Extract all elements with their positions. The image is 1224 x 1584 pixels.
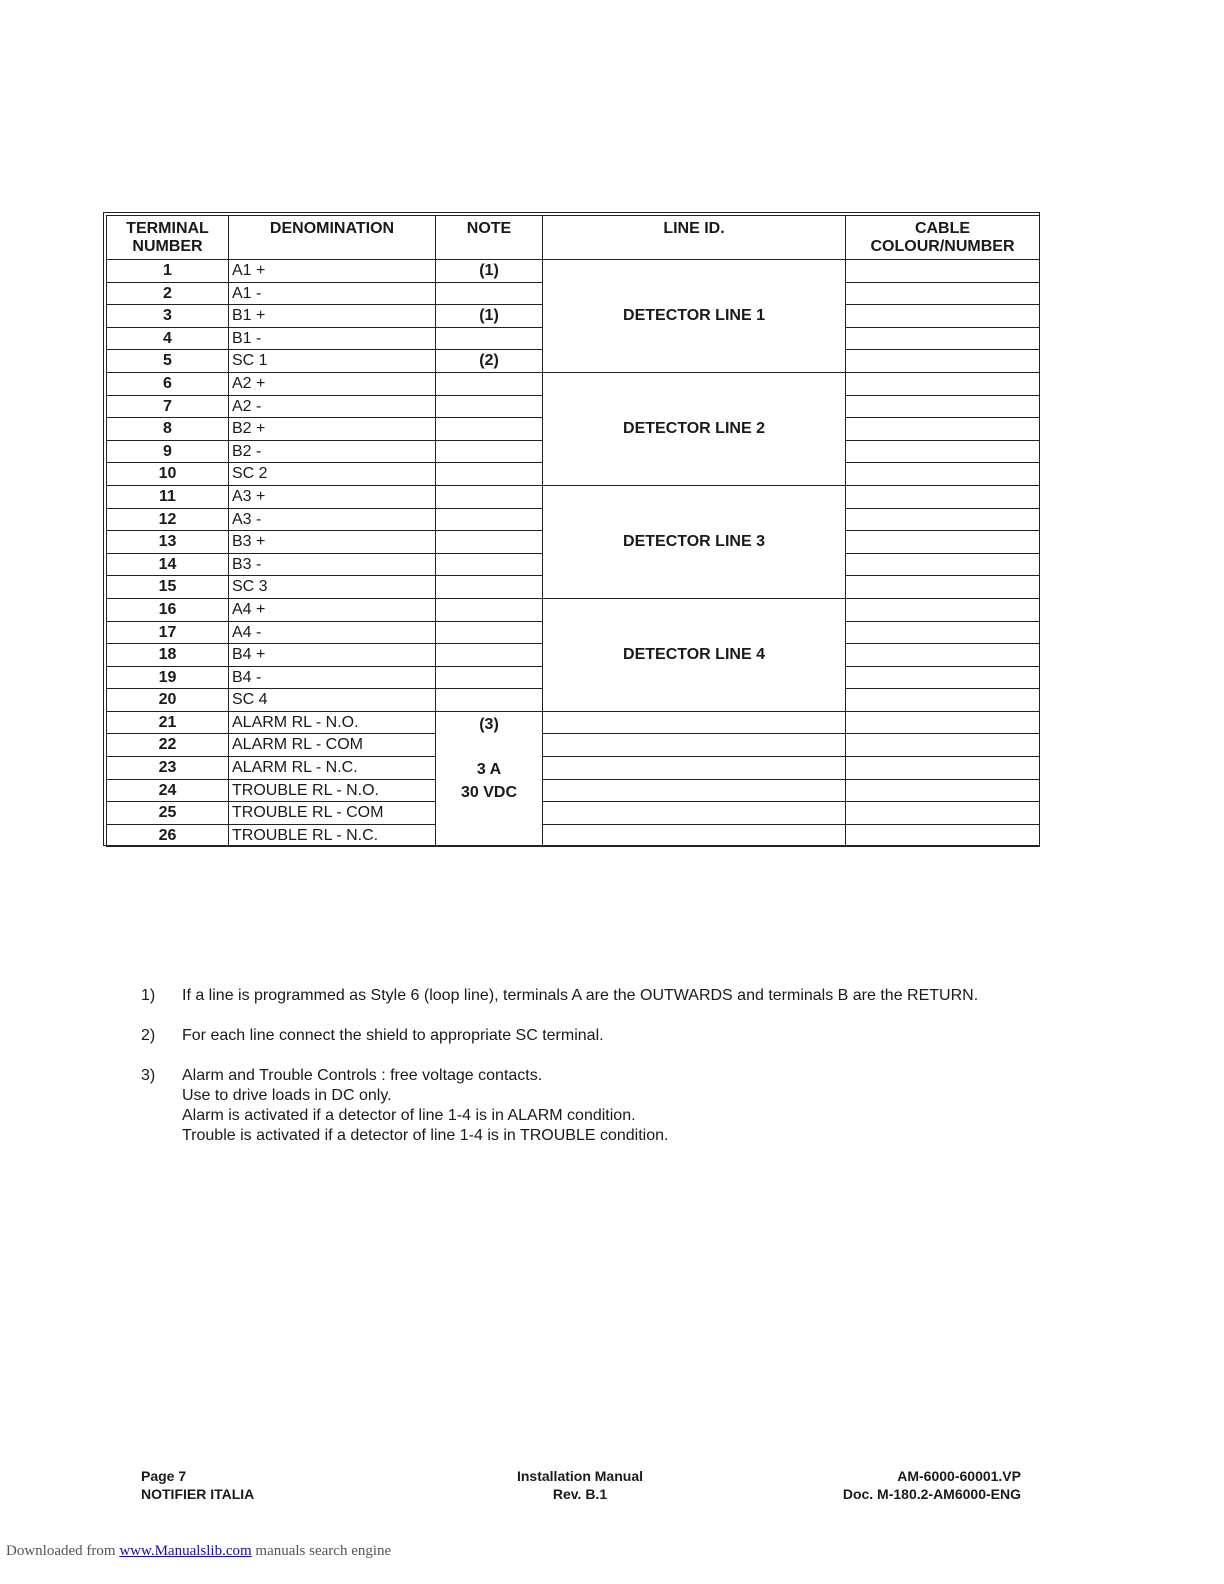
denomination-cell: SC 3: [229, 576, 436, 599]
line-id-cell: [543, 734, 846, 757]
detector-line-label: DETECTOR LINE 2: [543, 372, 846, 485]
line-id-cell: [543, 824, 846, 847]
terminal-number: 14: [107, 553, 229, 576]
denomination-cell: TROUBLE RL - N.C.: [229, 824, 436, 847]
cable-colour-cell: [846, 644, 1040, 667]
note-cell: [436, 598, 543, 621]
denomination-cell: SC 1: [229, 350, 436, 373]
terminal-number: 26: [107, 824, 229, 847]
table-row: [107, 802, 1040, 825]
denomination-cell: ALARM RL - COM: [229, 734, 436, 757]
line-id-cell: [543, 757, 846, 780]
note-cell: (2): [436, 350, 543, 373]
table-row: [107, 757, 1040, 780]
note-cell: [436, 418, 543, 441]
cable-colour-cell: [846, 598, 1040, 621]
page-number: Page 7: [141, 1468, 187, 1484]
denomination-cell: A2 -: [229, 395, 436, 418]
cable-colour-cell: [846, 689, 1040, 712]
terminal-number: 22: [107, 734, 229, 757]
terminal-number: 5: [107, 350, 229, 373]
note-item: [141, 1066, 1061, 1146]
cable-colour-cell: [846, 485, 1040, 508]
header-denomination: DENOMINATION: [229, 216, 436, 260]
note-text: If a line is programmed as Style 6 (loop line), terminals A are the OUTWARDS and terminals B are the RETURN.: [182, 987, 979, 1004]
cable-colour-cell: [846, 305, 1040, 328]
note-cell: [436, 666, 543, 689]
terminal-number: 24: [107, 779, 229, 802]
note-cell: [436, 553, 543, 576]
denomination-cell: B2 -: [229, 440, 436, 463]
detector-line-label: DETECTOR LINE 1: [543, 260, 846, 373]
terminal-number: 15: [107, 576, 229, 599]
revision: Rev. B.1: [552, 1486, 608, 1502]
denomination-cell: B4 +: [229, 644, 436, 667]
note-text: For each line connect the shield to appropriate SC terminal.: [182, 1027, 604, 1044]
table-row: [107, 779, 1040, 802]
note-item: [141, 1026, 1061, 1046]
note-cell: [436, 689, 543, 712]
note-cell: [436, 621, 543, 644]
note-cell: [436, 508, 543, 531]
company-name: NOTIFIER ITALIA: [141, 1486, 255, 1502]
notes-list: [141, 986, 1061, 1166]
note-cell: [436, 282, 543, 305]
denomination-cell: A4 -: [229, 621, 436, 644]
note-cell: [436, 395, 543, 418]
denomination-cell: B1 -: [229, 327, 436, 350]
document-reference: Doc. M-180.2-AM6000-ENG: [842, 1486, 1021, 1502]
terminal-number: 18: [107, 644, 229, 667]
denomination-cell: B1 +: [229, 305, 436, 328]
denomination-cell: SC 4: [229, 689, 436, 712]
terminal-number: 7: [107, 395, 229, 418]
terminal-number: 10: [107, 463, 229, 486]
note-cell: [436, 485, 543, 508]
cable-colour-cell: [846, 757, 1040, 780]
footer-right: [843, 1467, 1021, 1503]
denomination-cell: A3 -: [229, 508, 436, 531]
note-number: 1): [141, 987, 156, 1004]
note-cell: [436, 531, 543, 554]
table-row: [107, 260, 1040, 283]
note-cell: [436, 440, 543, 463]
line-id-cell: [543, 779, 846, 802]
table-row: [107, 711, 1040, 734]
denomination-cell: A1 +: [229, 260, 436, 283]
header-cable-colour: CABLE COLOUR/NUMBER: [846, 216, 1040, 260]
cable-colour-cell: [846, 440, 1040, 463]
table-row: [107, 485, 1040, 508]
note-cell: [436, 327, 543, 350]
table-row: [107, 598, 1040, 621]
terminal-number: 25: [107, 802, 229, 825]
manualslib-link[interactable]: www.Manualslib.com: [119, 1543, 252, 1559]
terminal-number: 16: [107, 598, 229, 621]
terminal-table: [106, 215, 1040, 847]
terminal-table-frame: [103, 212, 1040, 846]
cable-colour-cell: [846, 779, 1040, 802]
terminal-number: 9: [107, 440, 229, 463]
denomination-cell: TROUBLE RL - N.O.: [229, 779, 436, 802]
cable-colour-cell: [846, 372, 1040, 395]
cable-colour-cell: [846, 802, 1040, 825]
denomination-cell: A2 +: [229, 372, 436, 395]
note-cell: [436, 372, 543, 395]
denomination-cell: B3 -: [229, 553, 436, 576]
denomination-cell: B4 -: [229, 666, 436, 689]
terminal-number: 21: [107, 711, 229, 734]
terminal-number: 2: [107, 282, 229, 305]
denomination-cell: ALARM RL - N.O.: [229, 711, 436, 734]
footer-left: [141, 1467, 254, 1503]
table-body: [107, 260, 1040, 847]
header-note: NOTE: [436, 216, 543, 260]
denomination-cell: B3 +: [229, 531, 436, 554]
header-line-id: LINE ID.: [543, 216, 846, 260]
note-number: 2): [141, 1027, 156, 1044]
terminal-number: 3: [107, 305, 229, 328]
cable-colour-cell: [846, 711, 1040, 734]
note-cell: (1): [436, 305, 543, 328]
cable-colour-cell: [846, 621, 1040, 644]
cable-colour-cell: [846, 327, 1040, 350]
note-number: 3): [141, 1067, 156, 1084]
denomination-cell: A1 -: [229, 282, 436, 305]
terminal-number: 4: [107, 327, 229, 350]
header-terminal-number: TERMINAL NUMBER: [107, 216, 229, 260]
detector-line-label: DETECTOR LINE 3: [543, 485, 846, 598]
note-cell: [436, 576, 543, 599]
cable-colour-cell: [846, 508, 1040, 531]
denomination-cell: A3 +: [229, 485, 436, 508]
cable-colour-cell: [846, 576, 1040, 599]
denomination-cell: A4 +: [229, 598, 436, 621]
note-text: Alarm and Trouble Controls : free voltage contacts. Use to drive loads in DC only. Alarm is activated if a detector of line 1-4 is in ALARM condition. Trouble is activated if a detector of line 1-4 is in TROUBLE condition.: [182, 1067, 669, 1144]
note-cell: (1): [436, 260, 543, 283]
cable-colour-cell: [846, 553, 1040, 576]
cable-colour-cell: [846, 734, 1040, 757]
terminal-number: 6: [107, 372, 229, 395]
terminal-number: 8: [107, 418, 229, 441]
table-header-row: [107, 216, 1040, 260]
terminal-number: 17: [107, 621, 229, 644]
terminal-number: 13: [107, 531, 229, 554]
terminal-number: 23: [107, 757, 229, 780]
cable-colour-cell: [846, 395, 1040, 418]
table-row: [107, 824, 1040, 847]
terminal-number: 20: [107, 689, 229, 712]
cable-colour-cell: [846, 350, 1040, 373]
document-code: AM-6000-60001.VP: [897, 1468, 1021, 1484]
line-id-cell: [543, 802, 846, 825]
denomination-cell: B2 +: [229, 418, 436, 441]
denomination-cell: SC 2: [229, 463, 436, 486]
denomination-cell: TROUBLE RL - COM: [229, 802, 436, 825]
relay-rating-note: (3) 3 A 30 VDC: [436, 711, 543, 847]
download-notice: Downloaded from www.Manualslib.com manuals search engine: [6, 1543, 392, 1559]
terminal-number: 1: [107, 260, 229, 283]
terminal-number: 12: [107, 508, 229, 531]
cable-colour-cell: [846, 666, 1040, 689]
terminal-number: 19: [107, 666, 229, 689]
footer-center: [480, 1467, 680, 1503]
note-cell: [436, 644, 543, 667]
note-item: [141, 986, 1061, 1006]
cable-colour-cell: [846, 531, 1040, 554]
cable-colour-cell: [846, 463, 1040, 486]
cable-colour-cell: [846, 418, 1040, 441]
terminal-number: 11: [107, 485, 229, 508]
table-row: [107, 734, 1040, 757]
cable-colour-cell: [846, 824, 1040, 847]
cable-colour-cell: [846, 282, 1040, 305]
cable-colour-cell: [846, 260, 1040, 283]
detector-line-label: DETECTOR LINE 4: [543, 598, 846, 711]
denomination-cell: ALARM RL - N.C.: [229, 757, 436, 780]
line-id-cell: [543, 711, 846, 734]
document-title: Installation Manual: [516, 1468, 643, 1484]
note-cell: [436, 463, 543, 486]
table-row: [107, 372, 1040, 395]
